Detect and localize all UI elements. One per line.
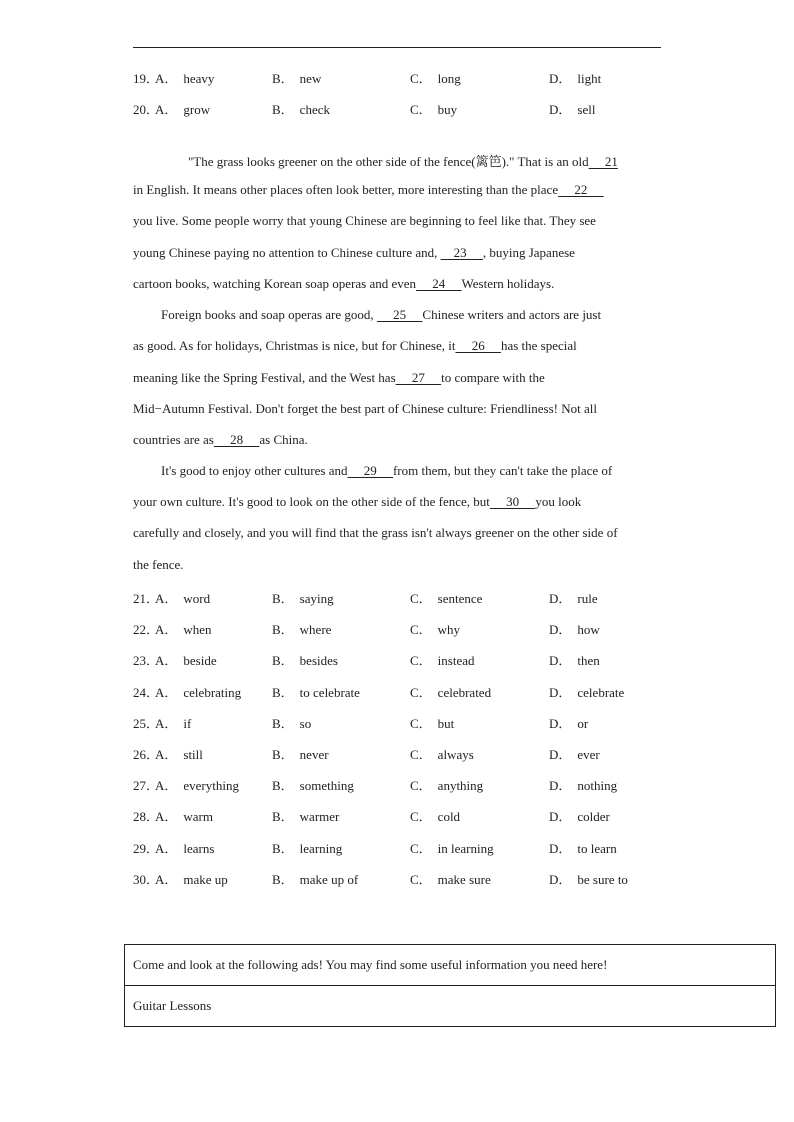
passage-line: young Chinese paying no attention to Chinese culture and, 23 , buying Japanese	[133, 245, 575, 260]
option-b: B． where	[272, 622, 332, 637]
question-number: 23．	[133, 653, 160, 668]
option-c: C． anything	[410, 778, 484, 793]
option-c: C． always	[410, 747, 474, 762]
blank-25: 25	[376, 307, 423, 322]
question-number: 30．	[133, 872, 160, 887]
question-number: 26．	[133, 747, 160, 762]
option-a: A． when	[155, 622, 212, 637]
question-row	[133, 99, 693, 119]
blank-26: 26	[455, 338, 501, 353]
option-c: C． but	[410, 716, 455, 731]
passage-line: cartoon books, watching Korean soap operas and even 24 Western holidays.	[133, 276, 555, 291]
option-b: B． learning	[272, 841, 343, 856]
option-a: A． beside	[155, 653, 217, 668]
option-c: C． instead	[410, 653, 475, 668]
option-a: A． warm	[155, 809, 213, 824]
option-a: A． still	[155, 747, 203, 762]
passage-line: meaning like the Spring Festival, and the West has 27 to compare with the	[133, 370, 545, 385]
option-b: B． so	[272, 716, 312, 731]
blank-22: 22	[558, 182, 604, 197]
option-d: D． to learn	[549, 841, 617, 856]
option-d: D． then	[549, 653, 600, 668]
question-number: 19．	[133, 71, 160, 86]
option-a: A． if	[155, 716, 192, 731]
option-a: A． make up	[155, 872, 228, 887]
option-d: D． be sure to	[549, 872, 628, 887]
question-number: 28．	[133, 809, 160, 824]
option-c: C． cold	[410, 809, 461, 824]
option-d: D． nothing	[549, 778, 618, 793]
option-b: B． never	[272, 747, 329, 762]
passage-line: Foreign books and soap operas are good, 25 Chinese writers and actors are just	[161, 307, 602, 322]
blank-24: 24	[416, 276, 462, 291]
passage-line: countries are as 28 as China.	[133, 432, 308, 447]
passage-line: the fence.	[133, 557, 184, 572]
question-row	[133, 713, 693, 733]
option-a: A． heavy	[155, 71, 215, 86]
option-c: C． celebrated	[410, 685, 492, 700]
passage-line: in English. It means other places often look better, more interesting than the place 22	[133, 182, 604, 197]
option-d: D． ever	[549, 747, 600, 762]
option-c: C． why	[410, 622, 461, 637]
blank-23: 23	[440, 245, 483, 260]
passage-line: Mid−Autumn Festival. Don't forget the best part of Chinese culture: Friendliness! Not all	[133, 401, 598, 416]
option-d: D． sell	[549, 102, 596, 117]
option-b: B． check	[272, 102, 330, 117]
option-a: A． grow	[155, 102, 211, 117]
passage-line: your own culture. It's good to look on the other side of the fence, but 30 you look	[133, 494, 582, 509]
option-c: C． make sure	[410, 872, 491, 887]
question-number: 24．	[133, 685, 160, 700]
option-c: C． long	[410, 71, 461, 86]
blank-21: 21	[588, 154, 618, 169]
option-c: C． in learning	[410, 841, 494, 856]
ad-table	[124, 944, 776, 1027]
question-number: 21．	[133, 591, 160, 606]
option-d: D． light	[549, 71, 602, 86]
passage-line: as good. As for holidays, Christmas is nice, but for Chinese, it 26 has the special	[133, 338, 577, 353]
question-number: 22．	[133, 622, 160, 637]
option-b: B． besides	[272, 653, 338, 668]
passage-line: carefully and closely, and you will find that the grass isn't always greener on the other side of	[133, 525, 618, 540]
question-row	[133, 806, 693, 826]
question-number: 20．	[133, 102, 160, 117]
blank-28: 28	[213, 432, 260, 447]
ad-row-guitar-lessons: Guitar Lessons	[125, 985, 775, 1026]
passage-line: "The grass looks greener on the other side of the fence(篱笆)." That is an old 21	[188, 154, 618, 169]
option-b: B． to celebrate	[272, 685, 360, 700]
option-d: D． how	[549, 622, 600, 637]
question-row	[133, 68, 693, 88]
question-row	[133, 682, 693, 702]
option-d: D． rule	[549, 591, 598, 606]
question-row	[133, 775, 693, 795]
option-a: A． everything	[155, 778, 239, 793]
option-b: B． saying	[272, 591, 334, 606]
question-row	[133, 619, 693, 639]
option-d: D． colder	[549, 809, 610, 824]
option-b: B． warmer	[272, 809, 340, 824]
blank-27: 27	[395, 370, 442, 385]
question-number: 29．	[133, 841, 160, 856]
option-c: C． buy	[410, 102, 458, 117]
option-c: C． sentence	[410, 591, 483, 606]
question-row	[133, 869, 693, 889]
question-row	[133, 744, 693, 764]
option-a: A． word	[155, 591, 211, 606]
passage-line: It's good to enjoy other cultures and 29 from them, but they can't take the place of	[161, 463, 613, 478]
option-d: D． or	[549, 716, 589, 731]
question-number: 25．	[133, 716, 160, 731]
question-number: 27．	[133, 778, 160, 793]
question-row	[133, 838, 693, 858]
blank-29: 29	[347, 463, 393, 478]
option-a: A． celebrating	[155, 685, 242, 700]
question-row	[133, 650, 693, 670]
blank-30: 30	[489, 494, 536, 509]
option-b: B． new	[272, 71, 322, 86]
passage-line: you live. Some people worry that young Chinese are beginning to feel like that. They see	[133, 213, 596, 228]
option-a: A． learns	[155, 841, 215, 856]
top-rule	[133, 47, 661, 48]
option-b: B． something	[272, 778, 354, 793]
question-row	[133, 588, 693, 608]
option-b: B． make up of	[272, 872, 359, 887]
ad-intro: Come and look at the following ads! You may find some useful information you need here!	[133, 957, 608, 972]
option-d: D． celebrate	[549, 685, 625, 700]
